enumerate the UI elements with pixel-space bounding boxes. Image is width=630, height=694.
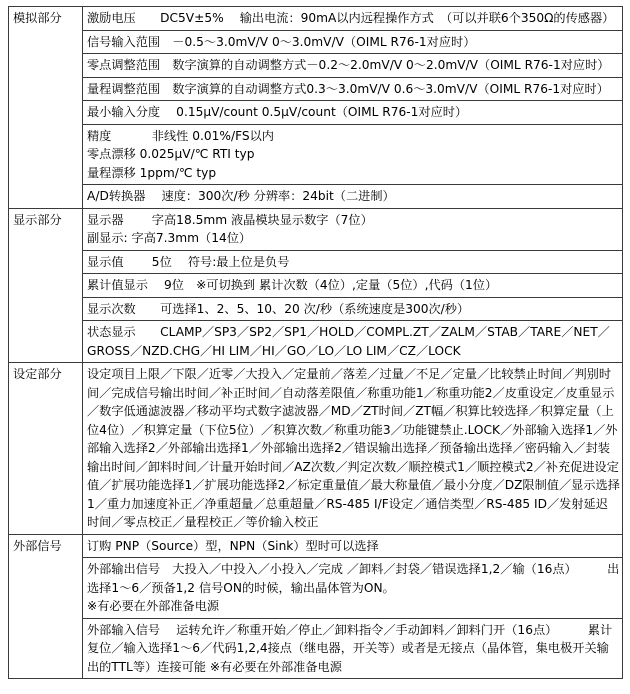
spec-line: 显示值 5位 符号:最上位是负号	[87, 254, 290, 269]
spec-line: 外部输出信号 大投入／中投入／小投入／完成 ／卸料／封袋／错误选择1,2／输（16点） 出选择1～6／预备1,2 信号ON的时候，输出晶体管为ON。	[87, 562, 620, 595]
spec-line: A/D转换器 速度：300次/秒 分辨率：24bit（二进制）	[87, 189, 395, 203]
spec-cell	[83, 321, 623, 363]
spec-cell	[83, 274, 623, 298]
spec-cell	[83, 7, 623, 31]
specification-table	[8, 6, 623, 679]
section-label: 显示部分	[9, 208, 83, 363]
spec-cell	[83, 250, 623, 274]
spec-line: 最小输入分度 0.15μV/count 0.5μV/count（OIML R76-1对应时）	[87, 105, 468, 119]
spec-cell	[83, 618, 623, 679]
table-row	[9, 363, 623, 535]
spec-cell	[83, 77, 623, 101]
section-label: 设定部分	[9, 363, 83, 535]
table-row	[9, 321, 623, 363]
spec-cell	[83, 101, 623, 125]
spec-line: 零点调整范围 数字演算的自动调整方式－0.2～2.0mV/V 0～2.0mV/V（OIML R76-1对应时）	[87, 58, 610, 72]
spec-line: 副显示: 字高7.3mm（14位）	[87, 231, 252, 245]
section-label: 外部信号	[9, 534, 83, 679]
table-row	[9, 30, 623, 54]
spec-line: 外部输入信号 运转允许／称重开始／停止／卸料指令／手动卸料／卸料门开（16点） 累计复位／输入选择1～6／代码1,2,4接点（继电器，开关等）或者是无接点（晶体管，集电极开关输出的TTL等）连接可能 ※有必要在外部准备电源	[87, 622, 613, 674]
spec-cell	[83, 185, 623, 209]
spec-cell	[83, 363, 623, 535]
spec-line: 激励电压 DC5V±5% 输出电流：90mA以内远程操作方式 （可以并联6个350Ω的传感器）	[87, 11, 615, 25]
table-row	[9, 274, 623, 298]
spec-cell	[83, 124, 623, 185]
spec-cell	[83, 534, 623, 558]
spec-cell	[83, 54, 623, 78]
table-row	[9, 7, 623, 31]
spec-line: 信号输入范围 －0.5～3.0mV/V 0～3.0mV/V（OIML R76-1对应时）	[87, 34, 476, 49]
table-row	[9, 250, 623, 274]
table-row	[9, 124, 623, 185]
spec-line: ※有必要在外部准备电源	[87, 599, 220, 613]
spec-line: GROSS／NZD.CHG／HI LIM／HI／GO／LO／LO LIM／CZ／LOCK	[87, 343, 461, 358]
table-row	[9, 297, 623, 321]
table-row	[9, 185, 623, 209]
spec-cell	[83, 30, 623, 54]
table-row	[9, 54, 623, 78]
table-row	[9, 558, 623, 619]
spec-line: 显示次数 可选择1、2、5、10、20 次/秒（系统速度是300次/秒）	[87, 301, 470, 316]
spec-cell	[83, 208, 623, 250]
specification-table-body	[9, 7, 623, 679]
spec-line: 设定项目上限／下限／近零／大投入／定量前／落差／过量／不足／定量／比较禁止时间／判别时间／完成信号输出时间／补正时间／自动落差限值／称重功能1／称重功能2／皮重设定／皮重显示／数字低通滤波器／移动平均式数字滤波器／MD／ZT时间／ZT幅／积算比较选择／积算定量（上位4位）／积算定量（下位5位）／积算次数／称重功能3／功能键禁止.LOCK／外部输入选择1／外部输入选择2／外部输出选择1／外部输出选择2／错误输出选择／预备输出选择／密码输入／封装输出时间／卸料时间／计量开始时间／AZ次数／判定次数／顺控模式1／顺控模式2／补充促进设定值／扩展功能选择1／扩展功能选择2／标定重量值／最大称量值／最小分度／DZ限制值／显示选择1／重力加速度补正／净重超量／总重超量／RS-485 I/F设定／通信类型／RS-485 ID／发射延迟时间／零点校正／量程校正／等价输入校正	[87, 367, 620, 529]
table-row	[9, 534, 623, 558]
spec-line: 状态显示 CLAMP／SP3／SP2／SP1／HOLD／COMPL.ZT／ZALM／STAB／TARE／NET／	[87, 325, 610, 339]
table-row	[9, 208, 623, 250]
section-label: 模拟部分	[9, 7, 83, 209]
table-row	[9, 618, 623, 679]
spec-line: 精度 非线性 0.01%/FS以内	[87, 128, 274, 143]
spec-line: 累计值显示 9位 ※可切换到 累计次数（4位）,定量（5位）,代码（1位）	[87, 278, 498, 292]
spec-cell	[83, 558, 623, 619]
spec-line: 显示器 字高18.5mm 液晶模块显示数字（7位）	[87, 212, 373, 227]
spec-cell	[83, 297, 623, 321]
spec-line: 零点漂移 0.025μV/℃ RTI typ	[87, 147, 255, 161]
spec-line: 量程调整范围 数字演算的自动调整方式0.3～3.0mV/V 0.6～3.0mV/V（OIML R76-1对应时）	[87, 81, 609, 96]
spec-line: 量程漂移 1ppm/℃ typ	[87, 165, 217, 180]
table-row	[9, 101, 623, 125]
table-row	[9, 77, 623, 101]
spec-line: 订购 PNP（Source）型，NPN（Sink）型时可以选择	[87, 538, 379, 553]
